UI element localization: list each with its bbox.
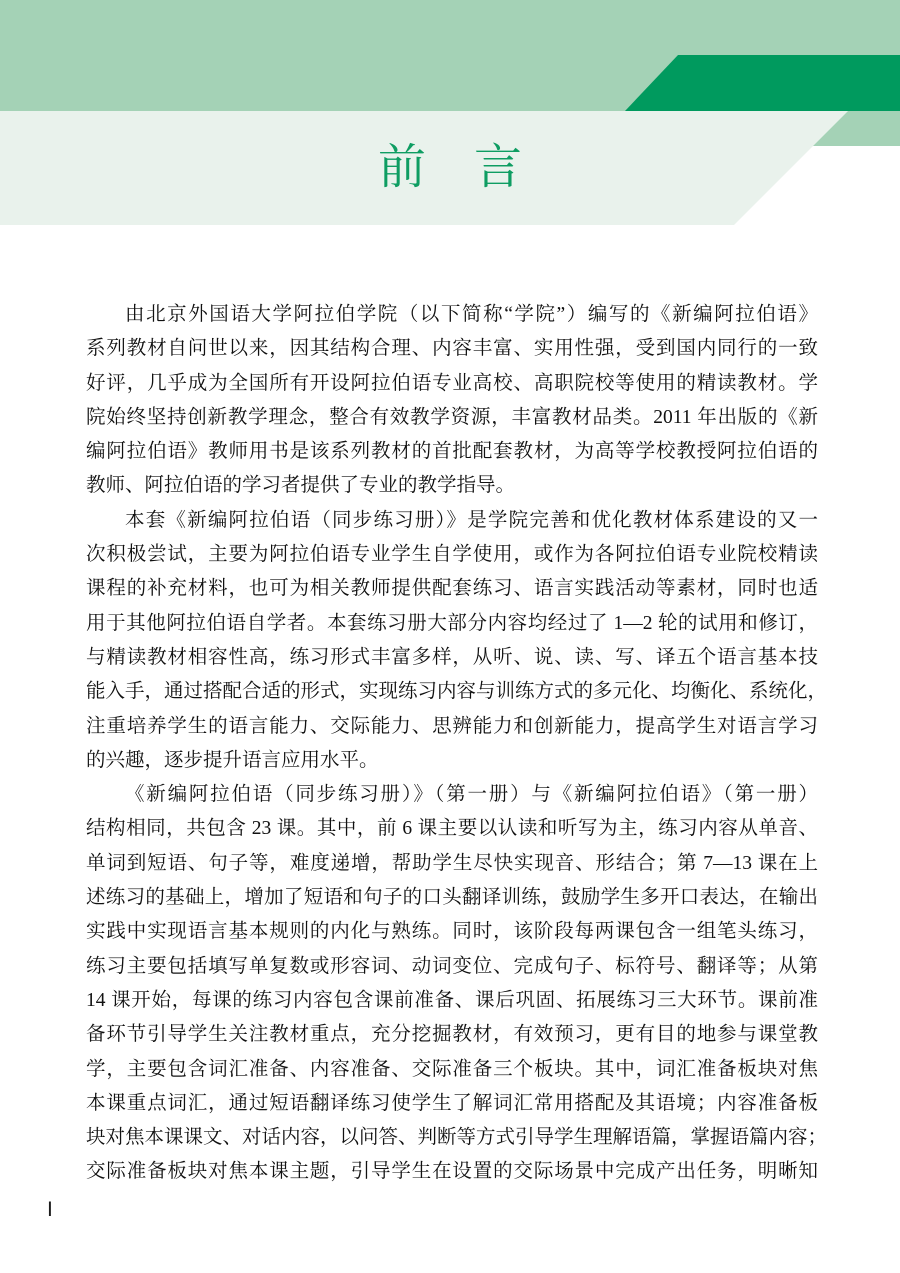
page-number: I [47,1198,53,1221]
text-line: 院始终坚持创新教学理念，整合有效教学资源，丰富教材品类。2011 年出版的《新 [86,406,818,428]
text-line: 练习主要包括填写单复数或形容词、动词变位、完成句子、标符号、翻译等；从第 [86,955,818,977]
page-title: 前 言 [377,141,522,194]
text-line: 的兴趣，逐步提升语言应用水平。 [86,749,379,771]
text-line: 系列教材自问世以来，因其结构合理、内容丰富、实用性强，受到国内同行的一致 [86,338,818,360]
text-line: 学，主要包含词汇准备、内容准备、交际准备三个板块。其中，词汇准备板块对焦 [86,1058,818,1080]
text-line: 能入手，通过搭配合适的形式，实现练习内容与训练方式的多元化、均衡化、系统化， [86,681,828,703]
text-line: 备环节引导学生关注教材重点，充分挖掘教材，有效预习，更有目的地参与课堂教 [86,1024,818,1046]
text-line: 本课重点词汇，通过短语翻译练习使学生了解词汇常用搭配及其语境；内容准备板 [86,1092,818,1114]
text-line: 注重培养学生的语言能力、交际能力、思辨能力和创新能力，提高学生对语言学习 [86,715,818,737]
text-line: 《新编阿拉伯语（同步练习册）》（第一册）与《新编阿拉伯语》（第一册） [125,784,818,806]
text-line: 次积极尝试，主要为阿拉伯语专业学生自学使用，或作为各阿拉伯语专业院校精读 [86,544,818,566]
preface-body [86,298,828,1190]
text-line: 好评，几乎成为全国所有开设阿拉伯语专业高校、高职院校等使用的精读教材。学 [86,372,818,394]
text-line: 本套《新编阿拉伯语（同步练习册）》是学院完善和优化教材体系建设的又一 [125,509,818,531]
text-line: 编阿拉伯语》教师用书是该系列教材的首批配套教材，为高等学校教授阿拉伯语的 [86,441,818,463]
text-line: 课程的补充材料，也可为相关教师提供配套练习、语言实践活动等素材，同时也适 [86,578,818,600]
text-line: 实践中实现语言基本规则的内化与熟练。同时，该阶段每两课包含一组笔头练习， [86,921,818,943]
text-line: 教师、阿拉伯语的学习者提供了专业的教学指导。 [86,475,516,497]
text-line: 结构相同，共包含 23 课。其中，前 6 课主要以认读和听写为主，练习内容从单音、 [86,818,818,840]
text-line: 单词到短语、句子等，难度递增，帮助学生尽快实现音、形结合；第 7—13 课在上 [86,852,818,874]
text-line: 与精读教材相容性高，练习形式丰富多样，从听、说、读、写、译五个语言基本技 [86,646,818,668]
text-line: 用于其他阿拉伯语自学者。本套练习册大部分内容均经过了 1—2 轮的试用和修订， [86,612,818,634]
text-line: 块对焦本课课文、对话内容，以问答、判断等方式引导学生理解语篇，掌握语篇内容； [86,1127,828,1149]
text-line: 交际准备板块对焦本课主题，引导学生在设置的交际场景中完成产出任务，明晰知 [86,1161,818,1183]
text-line: 述练习的基础上，增加了短语和句子的口头翻译训练，鼓励学生多开口表达，在输出 [86,887,818,909]
text-line: 由北京外国语大学阿拉伯学院（以下简称“学院”）编写的《新编阿拉伯语》 [125,304,818,325]
text-line: 14 课开始，每课的练习内容包含课前准备、课后巩固、拓展练习三大环节。课前准 [86,989,818,1011]
